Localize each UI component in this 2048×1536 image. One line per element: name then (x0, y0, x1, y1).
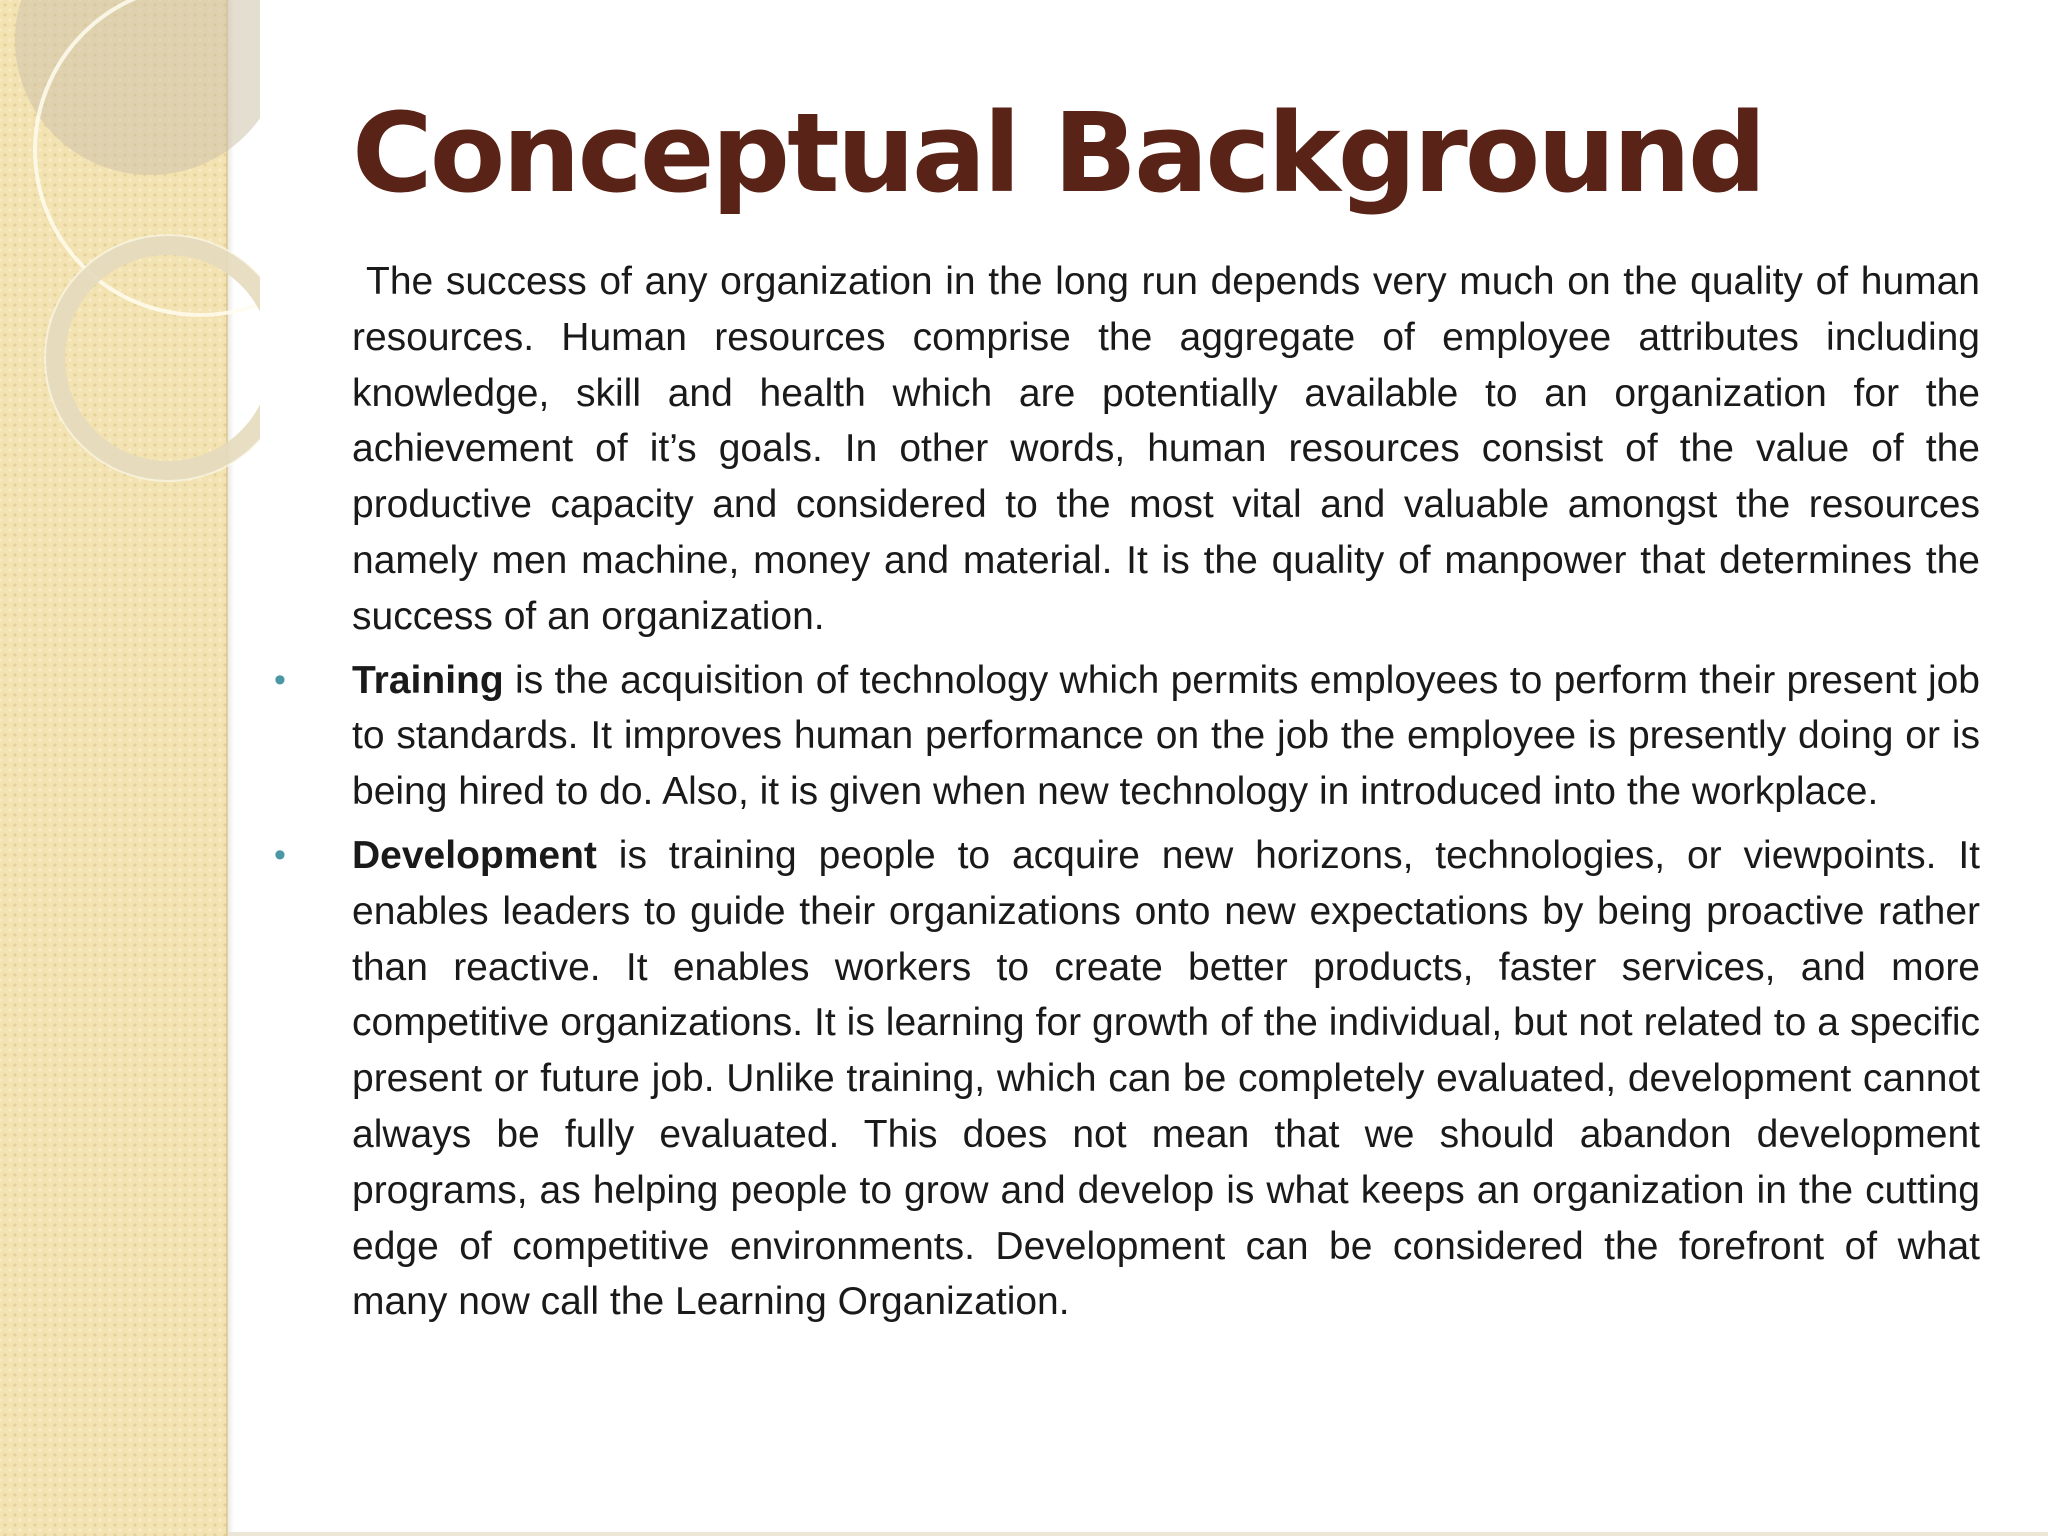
bullet-term: Development (352, 833, 597, 877)
bottom-divider (228, 1532, 2048, 1536)
bullet-training (274, 653, 1980, 820)
thick-ring (55, 245, 260, 471)
bullet-term: Training (352, 658, 504, 702)
large-shaded-circle (15, 0, 260, 175)
slide-title: Conceptual Background (352, 89, 1764, 217)
bullet-text: is training people to acquire new horizons, technologies, or viewpoints. It enables leaders to guide their organizations onto new expectations by being proactive rather than reactive. It enables workers to create better products, faster services, and more competitive organizations. It is learning for growth of the individual, but not related to a specific present or future job. Unlike training, which can be completely evaluated, development cannot always be fully evaluated. This does not mean that we should abandon development programs, as helping people to grow and develop is what keeps an organization in the cutting edge of competitive environments. Development can be considered the forefront of what many now call the Learning Organization. (352, 833, 1980, 1324)
bullet-dot-icon: • (274, 835, 286, 874)
slide-body (274, 254, 1980, 1330)
intro-paragraph: The success of any organization in the long run depends very much on the quality of human resources. Human resources comprise the aggregate of employee attributes including knowledge, skill and health which are potentially available to an organization for the achievement of it’s goals. In other words, human resources consist of the value of the productive capacity and considered to the most vital and valuable amongst the resources namely men machine, money and material. It is the quality of manpower that determines the success of an organization. (352, 260, 1980, 638)
bullet-development (274, 828, 1980, 1330)
bullet-text: is the acquisition of technology which permits employees to perform their present job to standards. It improves human performance on the job the employee is presently doing or is being hired to do. Also, it is given when new technology in introduced into the workplace. (352, 658, 1980, 814)
decorative-circles (0, 0, 260, 520)
bullet-dot-icon: • (274, 660, 286, 699)
